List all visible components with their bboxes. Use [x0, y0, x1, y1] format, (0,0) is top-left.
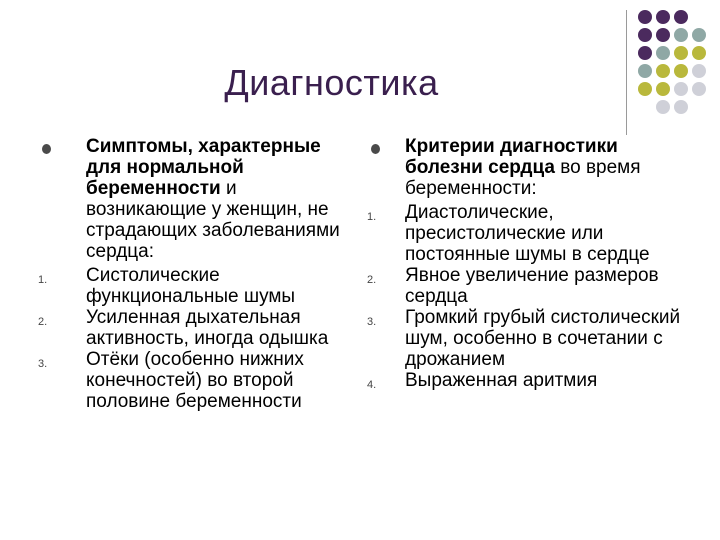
decorative-dot: [674, 46, 688, 60]
left-intro-rest: и возникающие у женщин, не страдающих заболеваниями сердца:: [86, 178, 340, 262]
right-list-item: [365, 202, 695, 265]
right-intro-item: [365, 136, 695, 199]
decorative-dot: [674, 100, 688, 114]
decorative-dot: [674, 28, 688, 42]
right-list-item: [365, 265, 695, 307]
left-intro-bold: Симптомы, характерные для нормальной беременности: [86, 136, 321, 199]
list-item-text: Диастолические, пресистолические или постоянные шумы в сердце: [405, 202, 650, 265]
list-number: 2.: [367, 274, 377, 286]
list-item-text: Отёки (особенно нижних конечностей) во второй половине беременности: [86, 349, 304, 412]
list-item-text: Систолические функциональные шумы: [86, 265, 296, 307]
list-number: 3.: [38, 358, 48, 370]
list-item-text: Явное увеличение размеров сердца: [405, 265, 659, 307]
left-list-item: [36, 265, 346, 307]
left-list-item: [36, 349, 346, 412]
list-item-text: Усиленная дыхательная активность, иногда одышка: [86, 307, 329, 349]
decorative-dot: [656, 10, 670, 24]
list-number: 1.: [367, 211, 377, 223]
decorative-dot: [692, 64, 706, 78]
decorative-dot: [638, 28, 652, 42]
list-item-text: Громкий грубый систолический шум, особенно в сочетании с дрожанием: [405, 307, 681, 370]
slide-title: Диагностика: [224, 62, 439, 103]
list-item-text: Выраженная аритмия: [405, 370, 598, 391]
decorative-dot: [692, 82, 706, 96]
decorative-dot: [638, 46, 652, 60]
left-list-item: [36, 307, 346, 349]
decorative-dot: [674, 64, 688, 78]
list-number: 3.: [367, 316, 377, 328]
decorative-dot: [674, 10, 688, 24]
right-list-item: [365, 307, 695, 370]
list-number: 1.: [38, 274, 48, 286]
list-number: 2.: [38, 316, 48, 328]
decorative-dot: [674, 82, 688, 96]
left-column: [36, 136, 346, 412]
decorative-dot: [656, 46, 670, 60]
list-number: 4.: [367, 379, 377, 391]
right-intro-rest: во время беременности:: [405, 157, 641, 199]
right-list-item: [365, 370, 695, 391]
decorative-dot: [692, 46, 706, 60]
right-intro-bold: Критерии диагностики болезни сердца: [405, 136, 618, 178]
left-intro-item: [36, 136, 346, 262]
decorative-dot: [692, 28, 706, 42]
right-column: [365, 136, 695, 391]
decorative-dot: [638, 10, 652, 24]
decorative-dot: [656, 28, 670, 42]
